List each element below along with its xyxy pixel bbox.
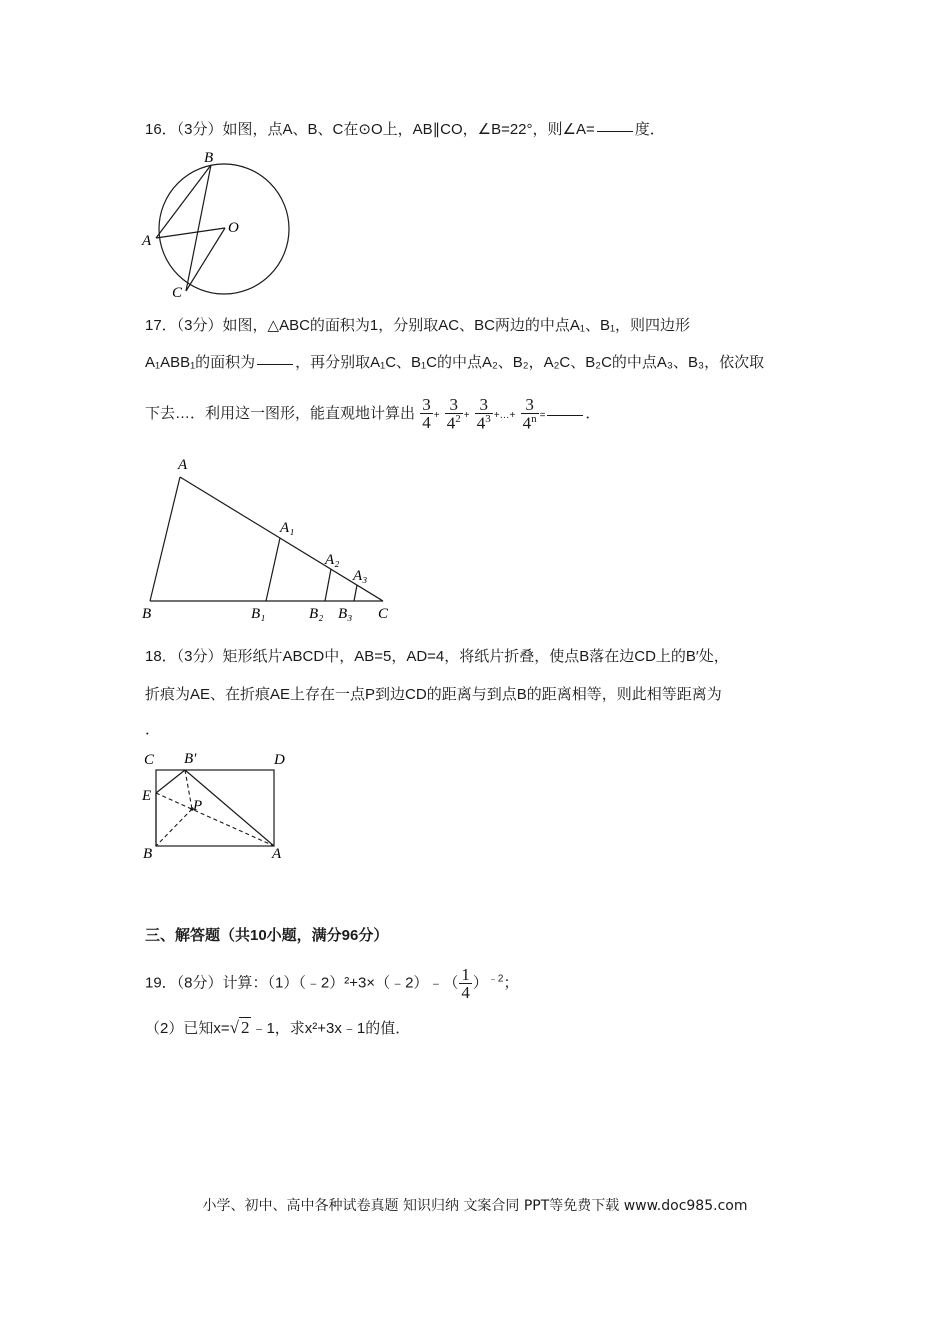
label-B1: B₁ [251,606,266,622]
question-19-line2 [145,1017,410,1038]
q16-text: 16．（3分）如图，点A、B、C在⊙O上，AB∥CO，∠B=22°，则∠A= [145,121,595,138]
q17-line1: 17．（3分）如图，△ABC的面积为1，分别取AC、BC两边的中点A₁、B₁，则四边形 [145,317,691,334]
label-B2: B₂ [309,606,324,622]
label-E: E [142,788,152,804]
fraction-3-over-4-cubed: $\frac{3}{4^3}$ [476,395,491,433]
question-17-line1 [145,314,690,335]
q19-line2-prefix: （2）已知x= [145,1020,230,1037]
circle-figure [138,145,298,303]
answer-blank [597,130,633,132]
label-A3: A₃ [353,568,368,584]
label-P: P [193,798,203,814]
fraction-3-over-4: $\frac{3}{4}$ [422,395,431,433]
question-17-line2 [145,351,764,372]
question-18-line2 [145,683,722,704]
square-root-2: √ 2 [229,1018,250,1037]
section-heading: 三、解答题（共10小题，满分96分） [145,927,389,944]
question-18-line1 [145,645,729,666]
label-A: A [178,457,188,473]
label-B3: B₃ [338,606,353,622]
question-16 [145,118,665,139]
label-A2: A₂ [325,552,340,568]
rectangle-fold-figure [138,745,298,867]
q19-line1-prefix: 19．（8分）计算：（1）（﹣2）²+3×（﹣2）﹣（ [145,974,459,992]
q16-suffix: 度． [634,121,665,138]
label-A: A [272,846,282,862]
answer-blank [257,363,293,365]
label-B-prime: B′ [184,751,197,767]
label-A: A [142,233,152,249]
q18-line2: 折痕为AE、在折痕AE上存在一点P到边CD的距离与到点B的距离相等，则此相等距离为 [145,686,722,703]
fraction-3-over-4-squared: $\frac{3}{4^2}$ [446,395,461,433]
label-B: B [204,150,214,166]
label-B: B [142,606,152,622]
q17-line2-suffix: ，再分别取A₁C、B₁C的中点A₂、B₂，A₂C、B₂C的中点A₃、B₃，依次取 [295,354,765,371]
label-C: C [172,285,183,301]
answer-blank [547,414,583,416]
q19-line2-mid: ﹣1，求x²+3x﹣1的值． [251,1020,411,1037]
footer: 小学、初中、高中各种试卷真题 知识归纳 文案合同 PPT等免费下载 www.doc985.com [202,1198,748,1214]
q17-line3-prefix: 下去…．利用这一图形，能直观地计算出 [145,404,416,422]
label-A1: A₁ [280,520,295,536]
question-19-line1: 19．（8分）计算：（1）（﹣2）²+3×（﹣2）﹣（ $\frac{1}{4}$ ）$^{﹣2}$； [145,965,519,1002]
label-O: O [228,220,239,236]
fraction-1-over-4: $\frac{1}{4}$ [461,965,470,1002]
fraction-3-over-4-to-n: $\frac{3}{4^n}$ [522,395,537,433]
label-C: C [378,606,389,622]
question-18-line3 [145,718,160,739]
q18-line1: 18．（3分）矩形纸片ABCD中，AB=5，AD=4，将纸片折叠，使点B落在边CD上的B′处， [145,648,729,665]
question-17-line3: 下去…．利用这一图形，能直观地计算出 $\frac{3}{4}$ + $\frac{3}{4^2}$ + $\frac{3}{4^3}$ +…+ $\frac{3}{4^n}$ = ． [145,395,601,433]
label-C: C [144,752,155,768]
label-B: B [143,846,153,862]
label-D: D [274,752,285,768]
triangle-midpoints-figure [138,452,398,624]
q17-line2-prefix: A₁ABB₁的面积为 [145,354,256,371]
q18-line3: ． [145,721,161,738]
